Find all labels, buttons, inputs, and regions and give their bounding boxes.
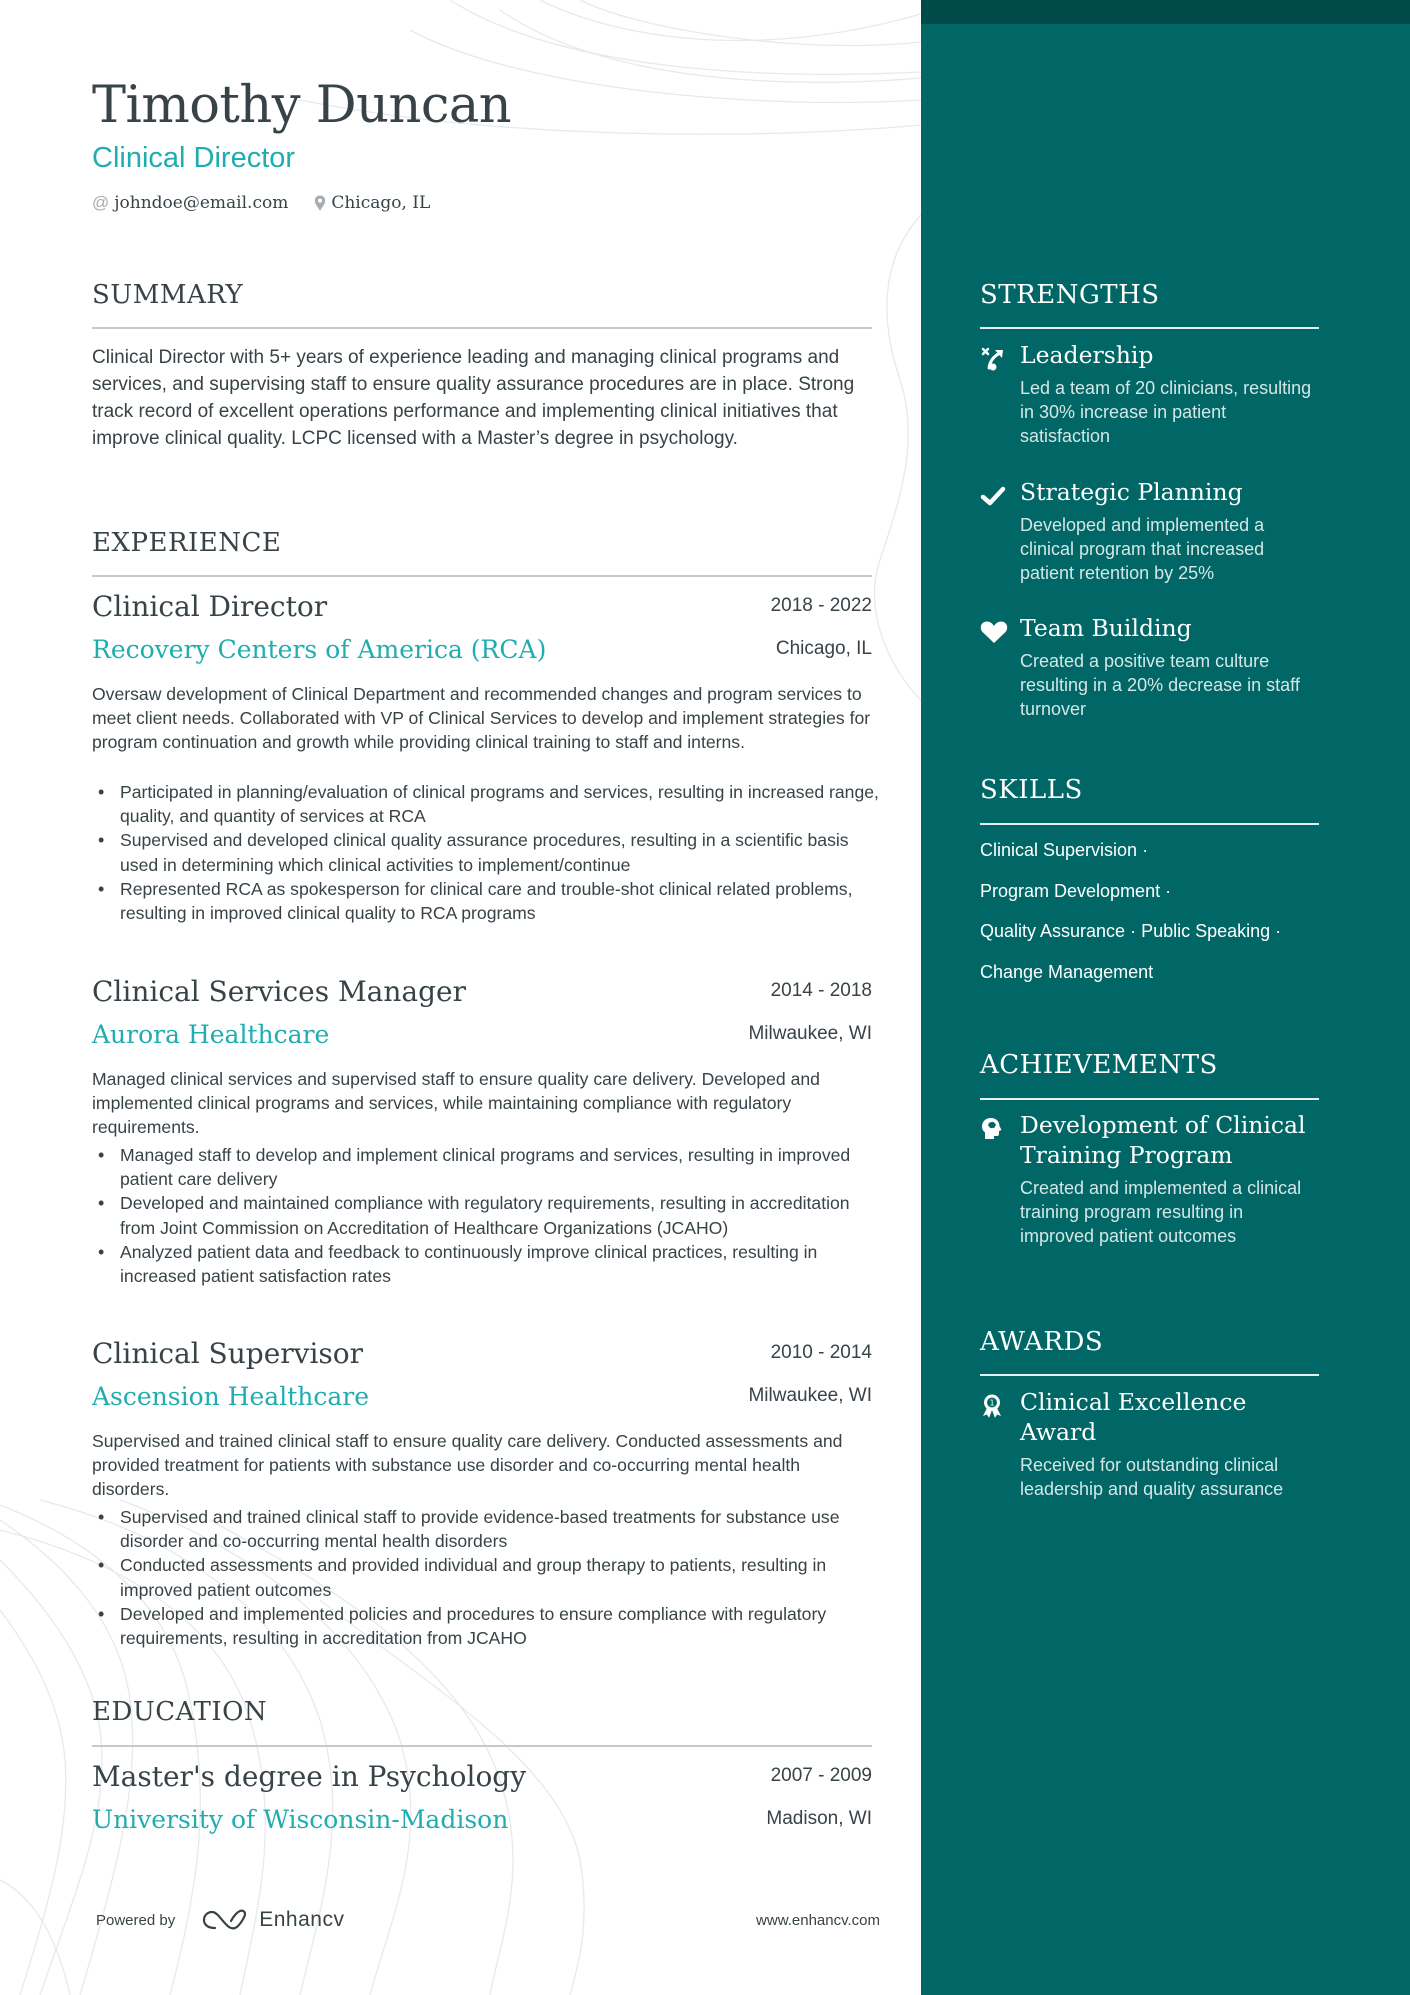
awards-divider (980, 1374, 1319, 1376)
job-bullet: • Conducted assessments and provided individual and group therapy to patients, resulting in improved patient outcomes (92, 1553, 882, 1601)
job-bullets (92, 1143, 882, 1288)
at-icon: @ (92, 193, 110, 212)
summary-heading: SUMMARY (92, 280, 244, 310)
job-description: Oversaw development of Clinical Department and recommended changes and program services to meet client needs. Collaborated with VP of Clinical Services to develop and implement strategies for program continuation and growth while providing clinical training to staff and interns. (92, 684, 871, 753)
education-divider (92, 1745, 872, 1747)
location-text: Chicago, IL (331, 193, 431, 213)
job-bullet: • Analyzed patient data and feedback to continuously improve clinical practices, resulting in increased patient satisfaction rates (92, 1240, 882, 1288)
education-heading: EDUCATION (92, 1697, 268, 1727)
awards-heading: AWARDS (980, 1327, 1104, 1357)
achievements-heading: ACHIEVEMENTS (980, 1050, 1218, 1080)
job-description: Managed clinical services and supervised staff to ensure quality care delivery. Developed and implemented clinical programs and services, while maintaining compliance with regulatory requirements. (92, 1069, 820, 1138)
job-title: Clinical Supervisor (92, 1337, 364, 1370)
job-bullet: • Participated in planning/evaluation of clinical programs and services, resulting in increased range, quality, and quantity of services at RCA (92, 780, 882, 828)
education-location: Madison, WI (766, 1808, 872, 1829)
achievement-description: Created and implemented a clinical training program resulting in improved patient outcomes (1020, 1178, 1302, 1247)
experience-divider (92, 575, 872, 577)
job-bullets (92, 780, 882, 925)
school-name: University of Wisconsin-Madison (92, 1805, 509, 1834)
award-title: Clinical Excellence Award (1020, 1388, 1247, 1446)
strength-title: Team Building (1020, 614, 1192, 642)
strength-item (980, 613, 1319, 722)
strength-description: Led a team of 20 clinicians, resulting in 30% increase in patient satisfaction (1020, 378, 1312, 447)
contact-location (314, 193, 430, 213)
education-dates: 2007 - 2009 (770, 1765, 872, 1786)
achievements-divider (980, 1098, 1319, 1100)
job-bullet: • Managed staff to develop and implement clinical programs and services, resulting in improved patient care delivery (92, 1143, 882, 1191)
achievement-title: Development of Clinical Training Program (1020, 1111, 1306, 1169)
degree-title: Master's degree in Psychology (92, 1760, 527, 1793)
powered-by-label: Powered by (96, 1911, 176, 1929)
award-medal-icon (980, 1393, 1008, 1419)
skill-tag-line: Quality Assurance · Public Speaking · (980, 921, 1282, 941)
strength-title: Strategic Planning (1020, 478, 1243, 506)
summary-divider (92, 327, 872, 329)
job-dates: 2014 - 2018 (770, 980, 872, 1001)
brand-name: Enhancv (259, 1908, 345, 1931)
job-bullet: • Represented RCA as spokesperson for clinical care and trouble-shot clinical related problems, resulting in improved clinical quality to RCA programs (92, 877, 882, 925)
job-title: Clinical Services Manager (92, 975, 466, 1008)
candidate-name: Timothy Duncan (92, 76, 512, 135)
sidebar-top-band (921, 0, 1410, 24)
checkmark-icon (980, 483, 1008, 509)
job-company: Ascension Healthcare (92, 1382, 370, 1411)
skills-divider (980, 823, 1319, 825)
website-link[interactable]: www.enhancv.com (756, 1911, 880, 1929)
strength-item (980, 340, 1319, 449)
sidebar (921, 0, 1410, 1995)
job-location: Milwaukee, WI (748, 1023, 872, 1044)
job-description: Supervised and trained clinical staff to ensure quality care delivery. Conducted assessments and provided treatment for patients with substance use disorder and co-occurring mental health disorders. (92, 1431, 843, 1500)
job-bullet: • Developed and implemented policies and procedures to ensure compliance with regulatory requirements, resulting in accreditation from JCAHO (92, 1602, 882, 1650)
job-dates: 2010 - 2014 (770, 1342, 872, 1363)
award-description: Received for outstanding clinical leadership and quality assurance (1020, 1455, 1284, 1500)
strength-title: Leadership (1020, 341, 1154, 369)
job-bullet: • Developed and maintained compliance with regulatory requirements, resulting in accreditation from Joint Commission on Accreditation of Healthcare Organizations (JCAHO) (92, 1191, 882, 1239)
strengths-heading: STRENGTHS (980, 280, 1160, 310)
enhancv-logo[interactable] (201, 1908, 344, 1932)
contact-email[interactable] (92, 193, 288, 213)
location-pin-icon (314, 195, 326, 211)
job-location: Milwaukee, WI (748, 1385, 872, 1406)
experience-heading: EXPERIENCE (92, 528, 282, 558)
job-company: Aurora Healthcare (92, 1020, 330, 1049)
skills-heading: SKILLS (980, 775, 1083, 805)
job-company: Recovery Centers of America (RCA) (92, 635, 547, 664)
strength-description: Created a positive team culture resulting in a 20% decrease in staff turnover (1020, 651, 1300, 720)
strengths-divider (980, 327, 1319, 329)
job-dates: 2018 - 2022 (770, 595, 872, 616)
candidate-title: Clinical Director (92, 142, 296, 174)
head-brain-icon (980, 1116, 1008, 1142)
svg-text:1: 1 (989, 1398, 995, 1408)
strategy-arrow-icon (980, 346, 1008, 372)
skill-tag-line: Program Development · (980, 881, 1172, 901)
achievement-item (980, 1110, 1319, 1249)
enhancv-logo-icon (201, 1908, 249, 1932)
summary-text: Clinical Director with 5+ years of experience leading and managing clinical programs and services, and supervising staff to ensure quality assurance procedures are in place. Strong track record of excellent operations performance and implementing clinical initiatives that improve clinical quality. LCPC licensed with a Master’s degree in psychology. (92, 347, 855, 449)
job-location: Chicago, IL (775, 638, 872, 659)
contact-info (92, 193, 456, 213)
email-text: johndoe@email.com (114, 193, 289, 213)
skill-tag-line: Clinical Supervision · (980, 840, 1149, 860)
award-item (980, 1387, 1319, 1501)
strength-item (980, 477, 1319, 586)
job-bullets (92, 1505, 882, 1650)
job-title: Clinical Director (92, 590, 328, 623)
job-bullet: • Supervised and developed clinical quality assurance procedures, resulting in a scientific basis used in determining which clinical activities to implement/continue (92, 828, 882, 876)
footer (96, 1905, 880, 1935)
strength-description: Developed and implemented a clinical program that increased patient retention by 25% (1020, 515, 1265, 584)
heart-icon (980, 619, 1008, 645)
job-bullet: • Supervised and trained clinical staff to provide evidence-based treatments for substance use disorder and co-occurring mental health disorders (92, 1505, 882, 1553)
skill-tag-line: Change Management (980, 962, 1154, 982)
